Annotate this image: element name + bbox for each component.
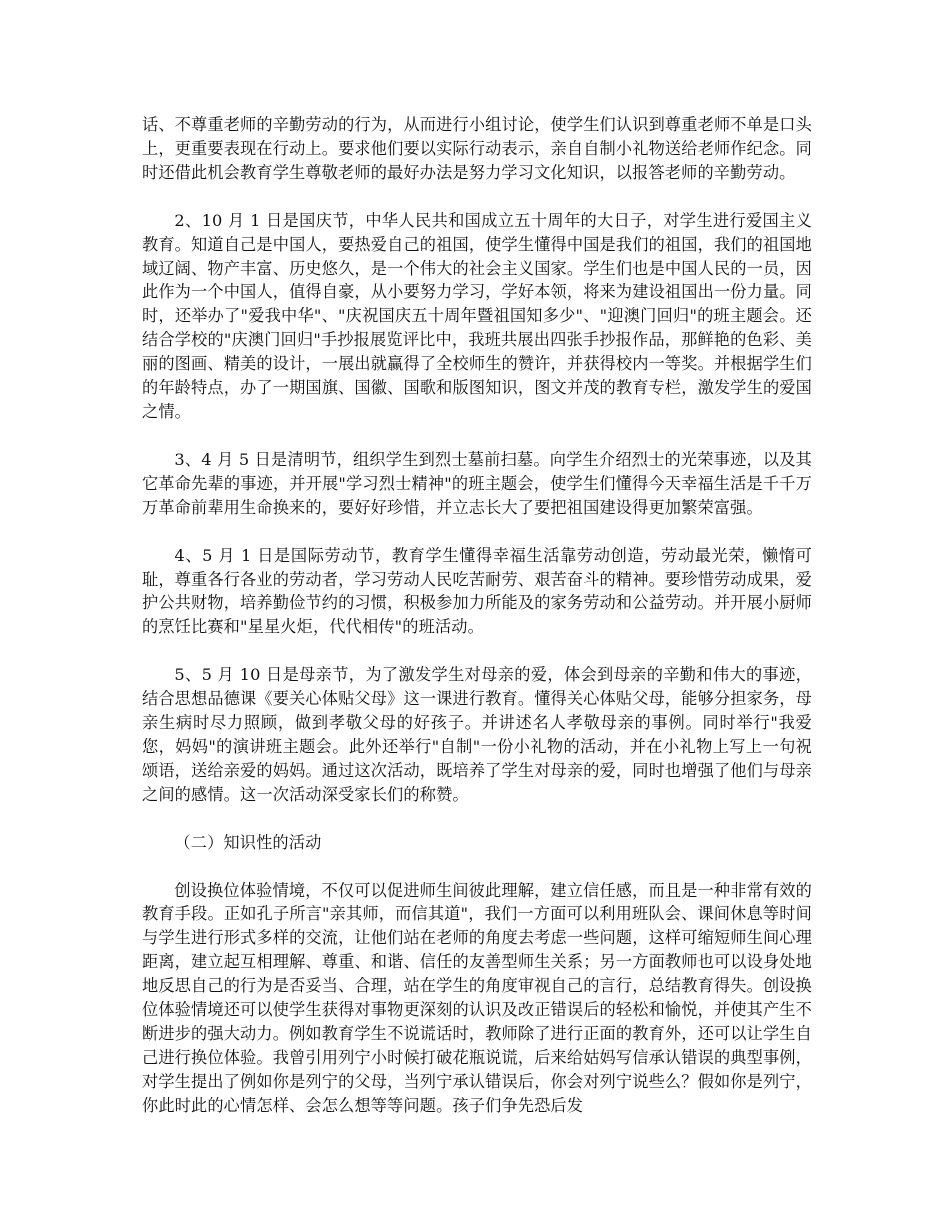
paragraph-national-day: 2、10 月 1 日是国庆节，中华人民共和国成立五十周年的大日子，对学生进行爱国主义教育。知道自己是中国人，要热爱自己的祖国，使学生懂得中国是我们的祖国，我们的祖国地域辽阔、物产丰富、历史悠久，是一个伟大的社会主义国家。学生们也是中国人民的一员，因此作为一个中国人，值得自豪，从小要努力学习，学好本领，将来为建设祖国出一份力量。同时，还举办了"爱我中华"、"庆祝国庆五十周年暨祖国知多少"、"迎澳门回归"的班主题会。还结合学校的"庆澳门回归"手抄报展览评比中，我班共展出四张手抄报作品，那鲜艳的色彩、美丽的图画、精美的设计，一展出就赢得了全校师生的赞许，并获得校内一等奖。并根据学生们的年龄特点，办了一期国旗、国徽、国歌和版图知识，图文并茂的教育专栏，激发学生的爱国之情。 <box>142 210 812 421</box>
paragraph-labor-day: 4、5 月 1 日是国际劳动节，教育学生懂得幸福生活靠劳动创造，劳动最光荣，懒惰可耻，尊重各行各业的劳动者，学习劳动人民吃苦耐劳、艰苦奋斗的精神。要珍惜劳动成果，爱护公共财物，培养勤俭节约的习惯，积极参加力所能及的家务劳动和公益劳动。并开展小厨师的烹饪比赛和"星星火炬，代代相传"的班活动。 <box>142 545 812 637</box>
paragraph-mothers-day: 5、5 月 10 日是母亲节，为了激发学生对母亲的爱，体会到母亲的辛勤和伟大的事迹，结合思想品德课《要关心体贴父母》这一课进行教育。懂得关心体贴父母，能够分担家务，母亲生病时尽力照顾，做到孝敬父母的好孩子。并讲述名人孝敬母亲的事例。同时举行"我爱您，妈妈"的演讲班主题会。此外还举行"自制"一份小礼物的活动，并在小礼物上写上一句祝颂语，送给亲爱的妈妈。通过这次活动，既培养了学生对母亲的爱，同时也增强了他们与母亲之间的感情。这一次活动深受家长们的称赞。 <box>142 665 812 804</box>
paragraph-qingming: 3、4 月 5 日是清明节，组织学生到烈士墓前扫墓。向学生介绍烈士的光荣事迹，以及其它革命先辈的事迹，并开展"学习烈士精神"的班主题会，使学生们懂得今天幸福生活是千千万万革命前辈用生命换来的，要好好珍惜，并立志长大了要把祖国建设得更加繁荣富强。 <box>142 449 812 517</box>
section-heading: （二）知识性的活动 <box>174 832 322 852</box>
paragraph-continued: 话、不尊重老师的辛勤劳动的行为，从而进行小组讨论，使学生们认识到尊重老师不单是口头上，更重要表现在行动上。要求他们要以实际行动表示，亲自自制小礼物送给老师作纪念。同时还借此机会教育学生尊敬老师的最好办法是努力学习文化知识，以报答老师的辛勤劳动。 <box>142 115 812 182</box>
document-body <box>142 113 812 1142</box>
paragraph-knowledge-activity: 创设换位体验情境，不仅可以促进师生间彼此理解，建立信任感，而且是一种非常有效的教育手段。正如孔子所言"亲其师，而信其道"，我们一方面可以利用班队会、课间休息等时间与学生进行形式多样的交流，让他们站在老师的角度去考虑一些问题，这样可缩短师生间心理距离，建立起互相理解、尊重、和谐、信任的友善型师生关系；另一方面教师也可以设身处地地反思自己的行为是否妥当、合理，站在学生的角度审视自己的言行，总结教育得失。创设换位体验情境还可以使学生获得对事物更深刻的认识及改正错误后的轻松和愉悦，并使其产生不断进步的强大动力。例如教育学生不说谎话时，教师除了进行正面的教育外，还可以让学生自己进行换位体验。我曾引用列宁小时候打破花瓶说谎，后来给姑妈写信承认错误的典型事例，对学生提出了例如你是列宁的父母，当列宁承认错误后，你会对列宁说些么？假如你是列宁，你此时此的心情怎样、会怎么想等等问题。孩子们争先恐后发 <box>142 880 812 1115</box>
